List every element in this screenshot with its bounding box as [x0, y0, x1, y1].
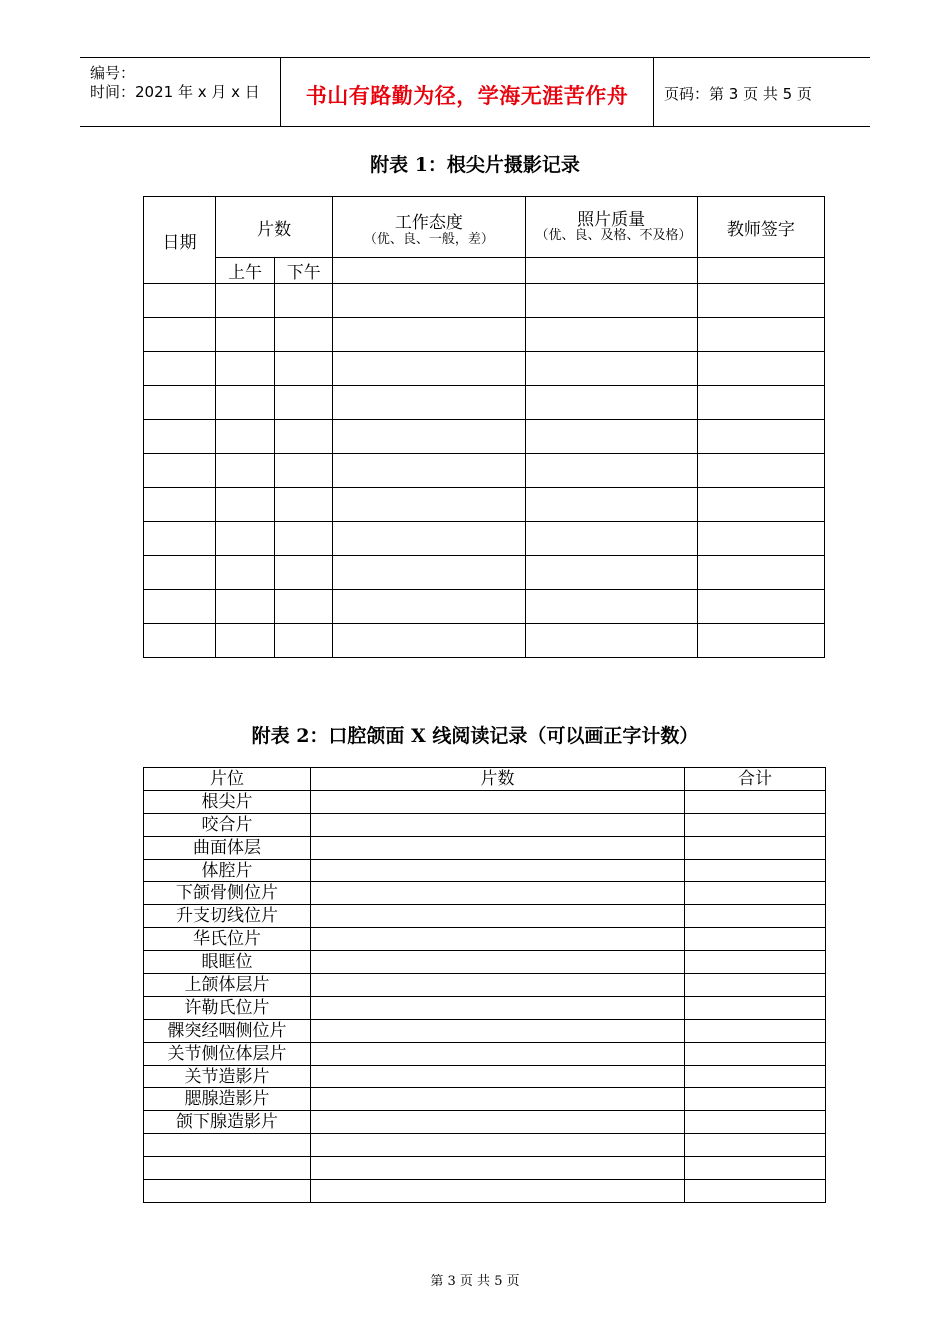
motto-text: 书山有路勤为径，学海无涯苦作舟: [305, 83, 629, 108]
table-cell: [697, 386, 824, 420]
position-cell: 髁突经咽侧位片: [144, 1019, 311, 1042]
table-cell: [311, 1134, 685, 1157]
table-row: [144, 1111, 826, 1134]
table-cell: [275, 522, 333, 556]
table-cell: [685, 1019, 826, 1042]
table-cell: [311, 882, 685, 905]
table-cell: [685, 836, 826, 859]
header-am: 上午: [216, 258, 275, 284]
header-motto-cell: [281, 58, 654, 126]
table-cell: [311, 1157, 685, 1180]
table-cell: [525, 352, 697, 386]
table-cell: [685, 1042, 826, 1065]
table-cell: [697, 318, 824, 352]
table-row: [144, 1019, 826, 1042]
header-total: 合计: [685, 768, 826, 791]
table-cell: [333, 352, 525, 386]
table-row: [144, 1065, 826, 1088]
position-cell: 华氏位片: [144, 928, 311, 951]
table-cell: [525, 284, 697, 318]
table-row: [144, 1157, 826, 1180]
table-row: [144, 318, 825, 352]
table-row: [144, 590, 825, 624]
table-cell: [697, 624, 824, 658]
table-cell: [333, 386, 525, 420]
table-cell: [685, 951, 826, 974]
table-cell: [525, 488, 697, 522]
table-cell: [525, 624, 697, 658]
table-cell: [275, 420, 333, 454]
table-cell: [697, 488, 824, 522]
table-cell: [685, 1134, 826, 1157]
header-attitude-sub: （优、良、一般，差）: [363, 231, 494, 247]
table-row: [144, 1042, 826, 1065]
header-meta-cell: [80, 58, 281, 126]
table-cell: [216, 420, 275, 454]
header-blank: [697, 258, 824, 284]
table-cell: [216, 284, 275, 318]
table2-body: [144, 790, 826, 1202]
table-cell: [525, 420, 697, 454]
table-row: [144, 1180, 826, 1203]
table-cell: [311, 905, 685, 928]
table-cell: [333, 420, 525, 454]
table-cell: [144, 522, 216, 556]
header-count: 片数: [311, 768, 685, 791]
table-cell: [311, 836, 685, 859]
table-cell: [275, 590, 333, 624]
table2-reading-record: [143, 767, 826, 1203]
position-cell: 升支切线位片: [144, 905, 311, 928]
table-cell: [311, 928, 685, 951]
table-row: [144, 420, 825, 454]
table-cell: [685, 974, 826, 997]
table-cell: [216, 454, 275, 488]
table-cell: [311, 951, 685, 974]
table-cell: [311, 813, 685, 836]
table-row: [144, 454, 825, 488]
table-cell: [333, 522, 525, 556]
table-row: [144, 352, 825, 386]
table-row: [144, 556, 825, 590]
table-cell: [333, 488, 525, 522]
document-header: [80, 57, 870, 127]
table-cell: [697, 556, 824, 590]
table-row: [144, 1088, 826, 1111]
table-cell: [144, 624, 216, 658]
table-cell: [144, 454, 216, 488]
header-blank: [525, 258, 697, 284]
table-cell: [697, 420, 824, 454]
header-quality-sub: （优、良、及格、不及格）: [535, 228, 692, 243]
page-footer: 第 3 页 共 5 页: [430, 1274, 520, 1289]
table-row: [144, 859, 826, 882]
table-cell: [144, 352, 216, 386]
table-cell: [144, 284, 216, 318]
position-cell: 颌下腺造影片: [144, 1111, 311, 1134]
table-cell: [685, 1157, 826, 1180]
table-cell: [275, 352, 333, 386]
position-cell: 关节侧位体层片: [144, 1042, 311, 1065]
table-cell: [275, 386, 333, 420]
table-cell: [275, 318, 333, 352]
page-info: 页码：第 3 页 共 5 页: [664, 85, 812, 103]
table-cell: [525, 454, 697, 488]
table-row: [144, 928, 826, 951]
table-row: [144, 905, 826, 928]
table-cell: [685, 882, 826, 905]
table-row: [144, 284, 825, 318]
position-cell: [144, 1180, 311, 1203]
header-page-cell: [654, 58, 870, 126]
table-cell: [685, 813, 826, 836]
table-cell: [685, 790, 826, 813]
table-cell: [216, 556, 275, 590]
table-cell: [311, 1065, 685, 1088]
header-quality-label: 照片质量: [577, 210, 646, 230]
table-cell: [275, 556, 333, 590]
position-cell: 眼眶位: [144, 951, 311, 974]
position-cell: 上颌体层片: [144, 974, 311, 997]
table-cell: [685, 1111, 826, 1134]
table-cell: [275, 284, 333, 318]
table-row: [144, 624, 825, 658]
table-cell: [216, 488, 275, 522]
position-cell: 咬合片: [144, 813, 311, 836]
table-cell: [216, 590, 275, 624]
header-position: 片位: [144, 768, 311, 791]
position-cell: 关节造影片: [144, 1065, 311, 1088]
table-cell: [333, 318, 525, 352]
table-cell: [525, 522, 697, 556]
table-cell: [685, 859, 826, 882]
table-row: [144, 522, 825, 556]
table-cell: [311, 1180, 685, 1203]
table-cell: [144, 318, 216, 352]
table-cell: [144, 488, 216, 522]
table2-title: 附表 2：口腔颌面 X 线阅读记录（可以画正字计数）: [251, 725, 699, 747]
table1-photo-record: [143, 196, 825, 658]
table-row: [144, 1134, 826, 1157]
table-row: [144, 882, 826, 905]
table-cell: [697, 454, 824, 488]
table-row: [144, 974, 826, 997]
table-cell: [333, 556, 525, 590]
table-cell: [525, 590, 697, 624]
table-cell: [144, 590, 216, 624]
header-teacher: 教师签字: [697, 197, 824, 258]
table-cell: [697, 352, 824, 386]
table-cell: [333, 284, 525, 318]
table-cell: [697, 284, 824, 318]
table-cell: [216, 352, 275, 386]
table-cell: [685, 1065, 826, 1088]
table-cell: [144, 420, 216, 454]
table-cell: [697, 590, 824, 624]
table-cell: [275, 454, 333, 488]
table-row: [144, 790, 826, 813]
serial-label: 编号：: [90, 64, 136, 82]
table-cell: [685, 1088, 826, 1111]
table-cell: [685, 928, 826, 951]
table-cell: [311, 1019, 685, 1042]
table-cell: [685, 905, 826, 928]
table-row: [144, 836, 826, 859]
table1-body: [144, 284, 825, 658]
table-cell: [216, 522, 275, 556]
table-cell: [333, 590, 525, 624]
header-date: 日期: [144, 197, 216, 284]
table-cell: [311, 1111, 685, 1134]
table1-title: 附表 1：根尖片摄影记录: [370, 154, 580, 176]
table-cell: [275, 624, 333, 658]
table-cell: [525, 318, 697, 352]
table-cell: [275, 488, 333, 522]
time-label: 时间：2021 年 x 月 x 日: [90, 83, 260, 101]
table-cell: [525, 386, 697, 420]
table-row: [144, 951, 826, 974]
table-row: [144, 996, 826, 1019]
header-pm: 下午: [275, 258, 333, 284]
position-cell: [144, 1134, 311, 1157]
position-cell: 许勒氏位片: [144, 996, 311, 1019]
table-cell: [144, 556, 216, 590]
table-cell: [216, 386, 275, 420]
table-cell: [685, 996, 826, 1019]
table-cell: [311, 790, 685, 813]
table-row: [144, 386, 825, 420]
header-attitude: [333, 197, 525, 258]
table-cell: [311, 996, 685, 1019]
header-count: 片数: [216, 197, 333, 258]
table-row: [144, 488, 825, 522]
table-cell: [311, 1088, 685, 1111]
table-cell: [685, 1180, 826, 1203]
table-cell: [216, 624, 275, 658]
position-cell: 曲面体层: [144, 836, 311, 859]
table-cell: [311, 1042, 685, 1065]
table-cell: [311, 974, 685, 997]
table-row: [144, 813, 826, 836]
table-cell: [697, 522, 824, 556]
position-cell: 下颌骨侧位片: [144, 882, 311, 905]
position-cell: 根尖片: [144, 790, 311, 813]
header-blank: [333, 258, 525, 284]
table-cell: [333, 454, 525, 488]
table-cell: [216, 318, 275, 352]
table-cell: [525, 556, 697, 590]
table-cell: [333, 624, 525, 658]
position-cell: 体腔片: [144, 859, 311, 882]
header-quality: [525, 197, 697, 258]
header-attitude-label: 工作态度: [394, 212, 463, 233]
table-cell: [144, 386, 216, 420]
position-cell: [144, 1157, 311, 1180]
position-cell: 腮腺造影片: [144, 1088, 311, 1111]
table-cell: [311, 859, 685, 882]
